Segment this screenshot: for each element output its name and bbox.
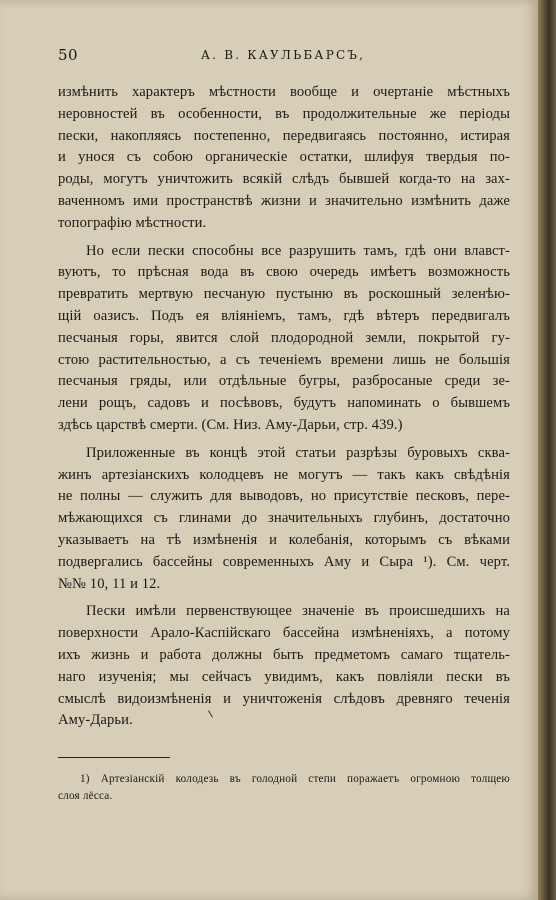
text-line: измѣнить характеръ мѣстности вообще и очертаніе мѣстныхъ (58, 84, 510, 100)
text-line: ихъ жизнь и работа должны быть предметомъ самаго тщатель- (58, 646, 510, 663)
paragraph-2 (58, 241, 510, 437)
text-line: топографію мѣстности. (58, 214, 207, 231)
text-line: роды, могутъ уничтожить всякій слѣдъ бывшей когда-то на зах- (58, 171, 510, 188)
paragraph-1 (58, 82, 510, 235)
footnote-rule (58, 757, 170, 758)
page-edge (538, 0, 556, 900)
text-line: №№ 10, 11 и 12. (58, 575, 161, 592)
page-body (58, 82, 510, 732)
page-number: 50 (58, 46, 79, 64)
text-line: жинъ артезіанскихъ колодцевъ не могутъ — такъ какъ свѣдѣнія (58, 466, 510, 483)
paragraph-4 (58, 601, 510, 732)
text-line: неровностей въ особенности, въ продолжительные же періоды (58, 105, 510, 122)
text-line: пески, накопляясь постепенно, передвигаясь постоянно, истирая (58, 127, 510, 144)
footnote-line: слоя лёсса. (58, 789, 113, 802)
text-line: указываетъ на тѣ измѣненія и колебанія, которымъ съ вѣками (58, 531, 510, 548)
text-line: и унося съ собою органическіе остатки, шлифуя твердыя по- (58, 149, 510, 166)
text-line: Но если пески способны все разрушить тамъ, гдѣ они влавст- (86, 242, 510, 259)
text-line: щій оазисъ. Подъ ея вліяніемъ, тамъ, гдѣ вѣтеръ передвигалъ (58, 307, 510, 324)
text-line: песчаныя гряды, или отдѣльные бугры, разбросаные среди зе- (58, 373, 510, 390)
text-line: наго изученія; мы сейчасъ увидимъ, какъ повліяли пески въ (58, 668, 510, 685)
paragraph-3 (58, 443, 510, 596)
footnote (58, 771, 510, 804)
text-line: Пески имѣли первенствующее значеніе въ происшедшихъ на (86, 603, 510, 620)
text-line: смыслѣ видоизмѣненія и уничтоженія слѣдовъ древняго теченія (58, 690, 510, 707)
text-line: ваченномъ ими пространствѣ жизни и значительно измѣнить даже (58, 192, 510, 209)
running-head: А. В. КАУЛЬБАРСЪ, (200, 48, 366, 62)
text-line: Приложенные въ концѣ этой статьи разрѣзы буровыхъ сква- (86, 444, 510, 461)
text-line: Аму-Дарьи. (58, 712, 133, 729)
text-line: стою растительностью, а съ теченіемъ времени лишь не большія (58, 351, 510, 368)
text-line: поверхности Арало-Каспійскаго бассейна измѣненіяхъ, а потому (58, 625, 510, 642)
text-line: не полны — служить для выводовъ, но присутствіе песковъ, пере- (58, 488, 510, 505)
text-line: лени рощъ, садовъ и посѣвовъ, будутъ напоминать о бывшемъ (58, 395, 510, 412)
page-header (58, 46, 508, 68)
text-line: превратить мертвую песчаную пустыню въ роскошный зеленѣю- (58, 286, 510, 303)
text-line: песчаныя горы, явится слой плодородной земли, покрытой гу- (58, 329, 510, 346)
text-line: мѣжающихся съ глинами до значительныхъ глубинъ, достаточно (58, 510, 510, 527)
text-line: здѣсь царствѣ смерти. (См. Низ. Аму-Дарьи, стр. 439.) (58, 416, 403, 433)
text-line: подвергались бассейны современныхъ Аму и Сыра ¹). См. черт. (58, 553, 510, 570)
footnote-line: 1) Артезіанскій колодезь въ голодной степи поражаетъ огромною толщею (80, 773, 510, 785)
text-line: вуютъ, то прѣсная вода въ свою очередь имѣетъ возможность (58, 264, 510, 281)
